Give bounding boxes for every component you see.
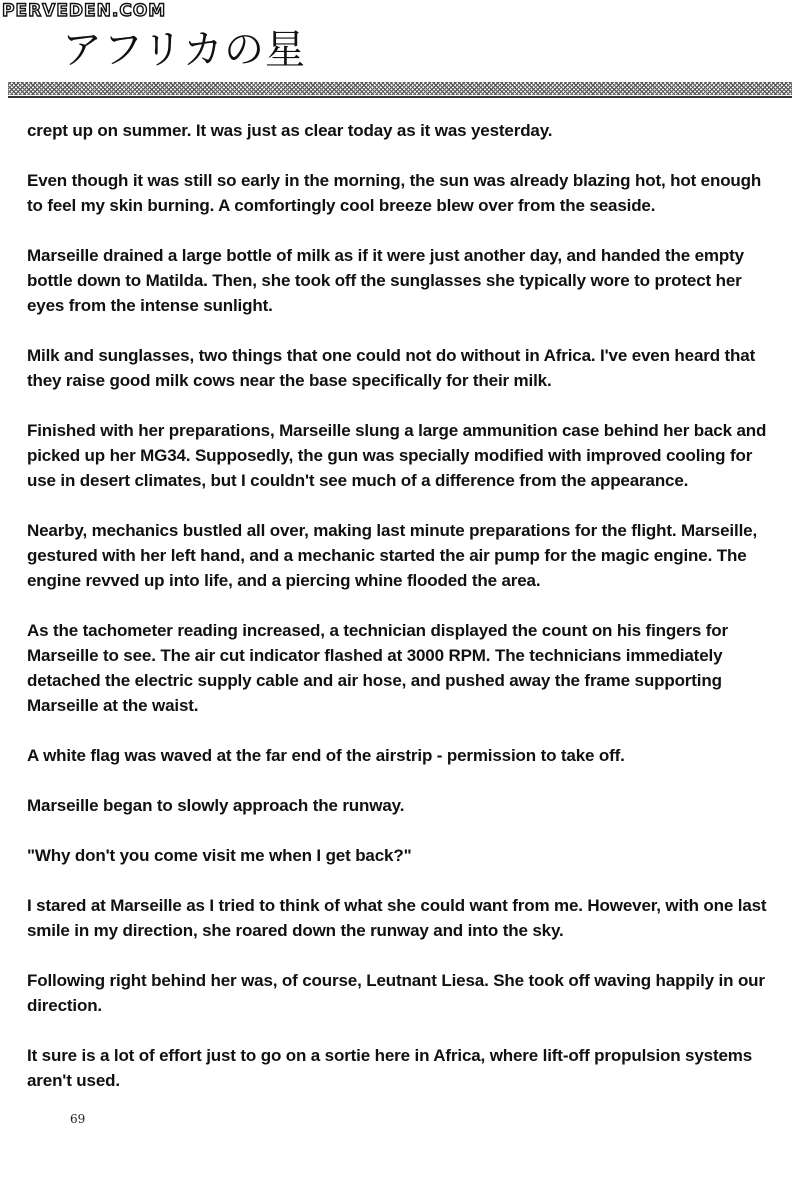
paragraph: Finished with her preparations, Marseille slung a large ammunition case behind her back and picked up her MG34. Supposedly, the gun was specially modified with improved cooling for use in desert climates, but I couldn't see much of a difference from the appearance.: [27, 421, 767, 490]
paragraph: Nearby, mechanics bustled all over, making last minute preparations for the flight. Marseille, gestured with her left hand, and a mechanic started the air pump for the magic engine. The engine revved up into life, and a piercing whine flooded the area.: [27, 521, 758, 590]
paragraph: Even though it was still so early in the morning, the sun was already blazing hot, hot enough to feel my skin burning. A comfortingly cool breeze blew over from the seaside.: [27, 171, 762, 215]
paragraph: Marseille drained a large bottle of milk as if it were just another day, and handed the empty bottle down to Matilda. Then, she took off the sunglasses she typically wore to protect her eyes from the intense sunlight.: [27, 246, 744, 315]
paragraph: Milk and sunglasses, two things that one could not do without in Africa. I've even heard that they raise good milk cows near the base specifically for their milk.: [27, 346, 756, 390]
page-number: 69: [70, 1112, 86, 1126]
watermark: PERVEDEN.COM: [2, 1, 167, 21]
paragraph: As the tachometer reading increased, a technician displayed the count on his fingers for Marseille to see. The air cut indicator flashed at 3000 RPM. The technicians immediately detached the electric supply cable and air hose, and pushed away the frame supporting Marseille at the waist.: [27, 621, 728, 715]
paragraph: Following right behind her was, of course, Leutnant Liesa. She took off waving happily in our direction.: [27, 971, 765, 1015]
paragraph: I stared at Marseille as I tried to think of what she could want from me. However, with one last smile in my direction, she roared down the runway and into the sky.: [27, 896, 767, 940]
header-divider-line: [8, 96, 792, 98]
header-divider: [8, 82, 792, 95]
paragraph: A white flag was waved at the far end of the airstrip - permission to take off.: [27, 746, 625, 765]
body-text: [27, 118, 779, 1118]
chapter-title: アフリカの星: [62, 27, 306, 73]
paragraph: Marseille began to slowly approach the runway.: [27, 796, 405, 815]
paragraph: It sure is a lot of effort just to go on a sortie here in Africa, where lift-off propulsion systems aren't used.: [27, 1046, 753, 1090]
paragraph: crept up on summer. It was just as clear today as it was yesterday.: [27, 121, 553, 140]
paragraph: "Why don't you come visit me when I get back?": [27, 846, 412, 865]
